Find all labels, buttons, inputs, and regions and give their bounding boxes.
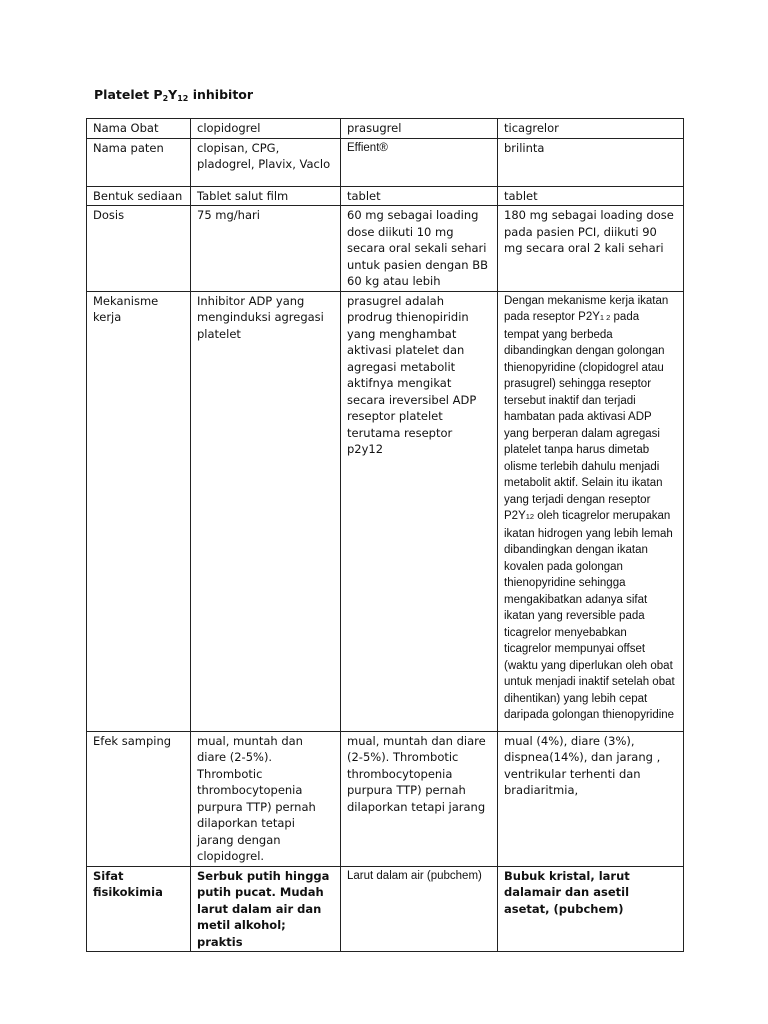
cell-efek-ticagrelor: mual (4%), diare (3%), dispnea(14%), dan jarang , ventrikular terhenti dan bradiaritmia,	[498, 731, 684, 866]
header-drug-clopidogrel: clopidogrel	[191, 119, 341, 139]
cell-dosis-clopidogrel: 75 mg/hari	[191, 206, 341, 292]
cell-dosis-ticagrelor: 180 mg sebagai loading dose pada pasien PCI, diikuti 90 mg secara oral 2 kali sehari	[498, 206, 684, 292]
cell-bentuk-ticagrelor: tablet	[498, 186, 684, 206]
cell-sifat-prasugrel: Larut dalam air (pubchem)	[341, 866, 498, 952]
table-row	[87, 866, 684, 952]
table-row	[87, 291, 684, 731]
cell-mekanisme-prasugrel: prasugrel adalah prodrug thienopiridin yang menghambat aktivasi platelet dan agregasi metabolit aktifnya mengikat secara ireversibel ADP reseptor platelet terutama reseptor p2y12	[341, 291, 498, 731]
cell-bentuk-prasugrel: tablet	[341, 186, 498, 206]
cell-mekanisme-clopidogrel: Inhibitor ADP yang menginduksi agregasi platelet	[191, 291, 341, 731]
row-label-bentuk-sediaan: Bentuk sediaan	[87, 186, 191, 206]
row-label-sifat-fisikokimia: Sifat fisikokimia	[87, 866, 191, 952]
cell-sifat-clopidogrel: Serbuk putih hingga putih pucat. Mudah larut dalam air dan metil alkohol; praktis	[191, 866, 341, 952]
cell-nama-paten-prasugrel: Effient®	[341, 138, 498, 186]
cell-efek-clopidogrel: mual, muntah dan diare (2-5%). Thrombotic thrombocytopenia purpura TTP) pernah dilaporkan tetapi jarang dengan clopidogrel.	[191, 731, 341, 866]
table-row	[87, 138, 684, 186]
cell-efek-prasugrel: mual, muntah dan diare (2-5%). Thrombotic thrombocytopenia purpura TTP) pernah dilaporkan tetapi jarang	[341, 731, 498, 866]
table-row	[87, 206, 684, 292]
header-drug-ticagrelor: ticagrelor	[498, 119, 684, 139]
cell-nama-paten-ticagrelor: brilinta	[498, 138, 684, 186]
cell-dosis-prasugrel: 60 mg sebagai loading dose diikuti 10 mg secara oral sekali sehari untuk pasien dengan BB 60 kg atau lebih	[341, 206, 498, 292]
cell-bentuk-clopidogrel: Tablet salut film	[191, 186, 341, 206]
row-label-nama-paten: Nama paten	[87, 138, 191, 186]
header-label-cell: Nama Obat	[87, 119, 191, 139]
table-row	[87, 119, 684, 139]
cell-sifat-ticagrelor: Bubuk kristal, larut dalamair dan asetil asetat, (pubchem)	[498, 866, 684, 952]
header-drug-prasugrel: prasugrel	[341, 119, 498, 139]
cell-nama-paten-clopidogrel: clopisan, CPG, pladogrel, Plavix, Vaclo	[191, 138, 341, 186]
row-label-efek-samping: Efek samping	[87, 731, 191, 866]
row-label-mekanisme-kerja: Mekanisme kerja	[87, 291, 191, 731]
drug-comparison-table	[86, 118, 684, 952]
cell-mekanisme-ticagrelor: Dengan mekanisme kerja ikatan pada reseptor P2Y1 2 pada tempat yang berbeda dibandingkan dengan golongan thienopyridine (clopidogrel atau prasugrel) sehingga reseptor tersebut inaktif dan terjadi hambatan pada aktivasi ADP yang berperan dalam agregasi platelet tanpa harus dimetab olisme terlebih dahulu menjadi metabolit aktif. Selain itu ikatan yang terjadi dengan reseptor P2Y12 oleh ticagrelor merupakan ikatan hidrogen yang lebih lemah dibandingkan dengan ikatan kovalen pada golongan thienopyridine sehingga mengakibatkan adanya sifat ikatan yang reversible pada ticagrelor menyebabkan ticagrelor mempunyai offset (waktu yang diperlukan oleh obat untuk menjadi inaktif setelah obat dihentikan) yang lebih cepat daripada golongan thienopyridine	[498, 291, 684, 731]
table-row	[87, 731, 684, 866]
row-label-dosis: Dosis	[87, 206, 191, 292]
document-title: Platelet $P_2Y_{12}$ inhibitor	[94, 87, 254, 103]
table-row	[87, 186, 684, 206]
